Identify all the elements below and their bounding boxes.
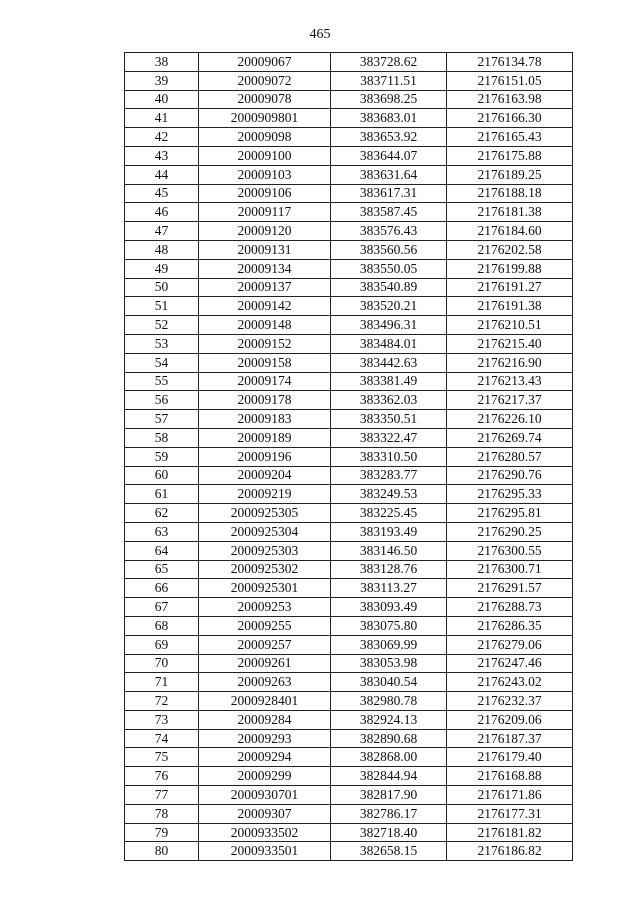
x-coordinate-cell: 383283.77 xyxy=(331,466,447,485)
x-coordinate-cell: 383225.45 xyxy=(331,504,447,523)
y-coordinate-cell: 2176215.40 xyxy=(447,334,573,353)
x-coordinate-cell: 383576.43 xyxy=(331,222,447,241)
table-row xyxy=(125,767,573,786)
row-index-cell: 60 xyxy=(125,466,199,485)
table-row xyxy=(125,240,573,259)
point-id-cell: 20009178 xyxy=(199,391,331,410)
x-coordinate-cell: 383069.99 xyxy=(331,635,447,654)
row-index-cell: 77 xyxy=(125,786,199,805)
table-row xyxy=(125,635,573,654)
x-coordinate-cell: 382658.15 xyxy=(331,842,447,861)
x-coordinate-cell: 383587.45 xyxy=(331,203,447,222)
x-coordinate-cell: 383617.31 xyxy=(331,184,447,203)
x-coordinate-cell: 383711.51 xyxy=(331,71,447,90)
row-index-cell: 41 xyxy=(125,109,199,128)
y-coordinate-cell: 2176295.81 xyxy=(447,504,573,523)
x-coordinate-cell: 383496.31 xyxy=(331,316,447,335)
table-row xyxy=(125,391,573,410)
x-coordinate-cell: 382890.68 xyxy=(331,729,447,748)
table-row xyxy=(125,504,573,523)
row-index-cell: 52 xyxy=(125,316,199,335)
point-id-cell: 20009117 xyxy=(199,203,331,222)
point-id-cell: 2000925302 xyxy=(199,560,331,579)
x-coordinate-cell: 383644.07 xyxy=(331,146,447,165)
y-coordinate-cell: 2176295.33 xyxy=(447,485,573,504)
row-index-cell: 55 xyxy=(125,372,199,391)
table-row xyxy=(125,541,573,560)
table-row xyxy=(125,278,573,297)
row-index-cell: 64 xyxy=(125,541,199,560)
point-id-cell: 20009067 xyxy=(199,53,331,72)
row-index-cell: 69 xyxy=(125,635,199,654)
row-index-cell: 78 xyxy=(125,804,199,823)
x-coordinate-cell: 383442.63 xyxy=(331,353,447,372)
y-coordinate-cell: 2176175.88 xyxy=(447,146,573,165)
row-index-cell: 62 xyxy=(125,504,199,523)
y-coordinate-cell: 2176217.37 xyxy=(447,391,573,410)
row-index-cell: 63 xyxy=(125,522,199,541)
y-coordinate-cell: 2176191.27 xyxy=(447,278,573,297)
y-coordinate-cell: 2176288.73 xyxy=(447,598,573,617)
table-row xyxy=(125,410,573,429)
y-coordinate-cell: 2176202.58 xyxy=(447,240,573,259)
point-id-cell: 2000925304 xyxy=(199,522,331,541)
table-row xyxy=(125,165,573,184)
point-id-cell: 20009120 xyxy=(199,222,331,241)
y-coordinate-cell: 2176300.55 xyxy=(447,541,573,560)
y-coordinate-cell: 2176189.25 xyxy=(447,165,573,184)
row-index-cell: 50 xyxy=(125,278,199,297)
y-coordinate-cell: 2176134.78 xyxy=(447,53,573,72)
row-index-cell: 57 xyxy=(125,410,199,429)
table-row xyxy=(125,334,573,353)
y-coordinate-cell: 2176243.02 xyxy=(447,673,573,692)
point-id-cell: 2000925305 xyxy=(199,504,331,523)
table-row xyxy=(125,128,573,147)
row-index-cell: 65 xyxy=(125,560,199,579)
point-id-cell: 20009142 xyxy=(199,297,331,316)
table-row xyxy=(125,316,573,335)
row-index-cell: 45 xyxy=(125,184,199,203)
y-coordinate-cell: 2176199.88 xyxy=(447,259,573,278)
table-row xyxy=(125,579,573,598)
x-coordinate-cell: 383728.62 xyxy=(331,53,447,72)
point-id-cell: 20009134 xyxy=(199,259,331,278)
table-row xyxy=(125,804,573,823)
point-id-cell: 20009219 xyxy=(199,485,331,504)
table-row xyxy=(125,616,573,635)
row-index-cell: 73 xyxy=(125,710,199,729)
table-row xyxy=(125,842,573,861)
row-index-cell: 44 xyxy=(125,165,199,184)
point-id-cell: 20009189 xyxy=(199,428,331,447)
y-coordinate-cell: 2176187.37 xyxy=(447,729,573,748)
y-coordinate-cell: 2176179.40 xyxy=(447,748,573,767)
row-index-cell: 42 xyxy=(125,128,199,147)
point-id-cell: 20009131 xyxy=(199,240,331,259)
y-coordinate-cell: 2176191.38 xyxy=(447,297,573,316)
y-coordinate-cell: 2176210.51 xyxy=(447,316,573,335)
y-coordinate-cell: 2176165.43 xyxy=(447,128,573,147)
point-id-cell: 20009253 xyxy=(199,598,331,617)
row-index-cell: 56 xyxy=(125,391,199,410)
row-index-cell: 54 xyxy=(125,353,199,372)
table-row xyxy=(125,748,573,767)
y-coordinate-cell: 2176151.05 xyxy=(447,71,573,90)
y-coordinate-cell: 2176213.43 xyxy=(447,372,573,391)
y-coordinate-cell: 2176168.88 xyxy=(447,767,573,786)
y-coordinate-cell: 2176186.82 xyxy=(447,842,573,861)
row-index-cell: 75 xyxy=(125,748,199,767)
point-id-cell: 2000933502 xyxy=(199,823,331,842)
x-coordinate-cell: 383550.05 xyxy=(331,259,447,278)
x-coordinate-cell: 383113.27 xyxy=(331,579,447,598)
table-row xyxy=(125,729,573,748)
x-coordinate-cell: 383053.98 xyxy=(331,654,447,673)
y-coordinate-cell: 2176226.10 xyxy=(447,410,573,429)
y-coordinate-cell: 2176280.57 xyxy=(447,447,573,466)
point-id-cell: 20009148 xyxy=(199,316,331,335)
row-index-cell: 58 xyxy=(125,428,199,447)
point-id-cell: 20009257 xyxy=(199,635,331,654)
point-id-cell: 20009098 xyxy=(199,128,331,147)
point-id-cell: 20009106 xyxy=(199,184,331,203)
row-index-cell: 59 xyxy=(125,447,199,466)
point-id-cell: 20009307 xyxy=(199,804,331,823)
x-coordinate-cell: 383653.92 xyxy=(331,128,447,147)
point-id-cell: 20009137 xyxy=(199,278,331,297)
table-row xyxy=(125,560,573,579)
y-coordinate-cell: 2176177.31 xyxy=(447,804,573,823)
table-row xyxy=(125,823,573,842)
row-index-cell: 76 xyxy=(125,767,199,786)
row-index-cell: 53 xyxy=(125,334,199,353)
point-id-cell: 20009294 xyxy=(199,748,331,767)
table-row xyxy=(125,673,573,692)
x-coordinate-cell: 383310.50 xyxy=(331,447,447,466)
y-coordinate-cell: 2176181.38 xyxy=(447,203,573,222)
table-row xyxy=(125,297,573,316)
table-row xyxy=(125,184,573,203)
point-id-cell: 2000933501 xyxy=(199,842,331,861)
point-id-cell: 2000930701 xyxy=(199,786,331,805)
row-index-cell: 38 xyxy=(125,53,199,72)
point-id-cell: 20009174 xyxy=(199,372,331,391)
table-row xyxy=(125,259,573,278)
x-coordinate-cell: 383683.01 xyxy=(331,109,447,128)
x-coordinate-cell: 383540.89 xyxy=(331,278,447,297)
x-coordinate-cell: 383193.49 xyxy=(331,522,447,541)
point-id-cell: 2000909801 xyxy=(199,109,331,128)
table-row xyxy=(125,710,573,729)
x-coordinate-cell: 383146.50 xyxy=(331,541,447,560)
x-coordinate-cell: 383631.64 xyxy=(331,165,447,184)
table-row xyxy=(125,53,573,72)
table-row xyxy=(125,90,573,109)
point-id-cell: 20009103 xyxy=(199,165,331,184)
table-row xyxy=(125,447,573,466)
row-index-cell: 79 xyxy=(125,823,199,842)
table-row xyxy=(125,353,573,372)
row-index-cell: 72 xyxy=(125,692,199,711)
x-coordinate-cell: 383128.76 xyxy=(331,560,447,579)
x-coordinate-cell: 383520.21 xyxy=(331,297,447,316)
row-index-cell: 46 xyxy=(125,203,199,222)
row-index-cell: 61 xyxy=(125,485,199,504)
x-coordinate-cell: 383093.49 xyxy=(331,598,447,617)
table-row xyxy=(125,522,573,541)
y-coordinate-cell: 2176290.25 xyxy=(447,522,573,541)
x-coordinate-cell: 383322.47 xyxy=(331,428,447,447)
table-row xyxy=(125,692,573,711)
x-coordinate-cell: 382980.78 xyxy=(331,692,447,711)
point-id-cell: 20009196 xyxy=(199,447,331,466)
x-coordinate-cell: 382924.13 xyxy=(331,710,447,729)
y-coordinate-cell: 2176247.46 xyxy=(447,654,573,673)
y-coordinate-cell: 2176232.37 xyxy=(447,692,573,711)
x-coordinate-cell: 382844.94 xyxy=(331,767,447,786)
x-coordinate-cell: 383698.25 xyxy=(331,90,447,109)
row-index-cell: 48 xyxy=(125,240,199,259)
row-index-cell: 49 xyxy=(125,259,199,278)
x-coordinate-cell: 383362.03 xyxy=(331,391,447,410)
x-coordinate-cell: 382868.00 xyxy=(331,748,447,767)
row-index-cell: 43 xyxy=(125,146,199,165)
row-index-cell: 67 xyxy=(125,598,199,617)
y-coordinate-cell: 2176166.30 xyxy=(447,109,573,128)
table-row xyxy=(125,146,573,165)
x-coordinate-cell: 383381.49 xyxy=(331,372,447,391)
y-coordinate-cell: 2176269.74 xyxy=(447,428,573,447)
point-id-cell: 20009152 xyxy=(199,334,331,353)
point-id-cell: 2000925301 xyxy=(199,579,331,598)
point-id-cell: 20009293 xyxy=(199,729,331,748)
point-id-cell: 20009261 xyxy=(199,654,331,673)
row-index-cell: 39 xyxy=(125,71,199,90)
table-row xyxy=(125,786,573,805)
point-id-cell: 20009078 xyxy=(199,90,331,109)
row-index-cell: 70 xyxy=(125,654,199,673)
point-id-cell: 20009255 xyxy=(199,616,331,635)
y-coordinate-cell: 2176163.98 xyxy=(447,90,573,109)
table-row xyxy=(125,109,573,128)
point-id-cell: 2000925303 xyxy=(199,541,331,560)
x-coordinate-cell: 383484.01 xyxy=(331,334,447,353)
y-coordinate-cell: 2176181.82 xyxy=(447,823,573,842)
point-id-cell: 20009284 xyxy=(199,710,331,729)
point-id-cell: 20009158 xyxy=(199,353,331,372)
row-index-cell: 71 xyxy=(125,673,199,692)
x-coordinate-cell: 383560.56 xyxy=(331,240,447,259)
x-coordinate-cell: 383040.54 xyxy=(331,673,447,692)
y-coordinate-cell: 2176171.86 xyxy=(447,786,573,805)
point-id-cell: 2000928401 xyxy=(199,692,331,711)
point-id-cell: 20009299 xyxy=(199,767,331,786)
table-row xyxy=(125,485,573,504)
x-coordinate-cell: 382817.90 xyxy=(331,786,447,805)
y-coordinate-cell: 2176291.57 xyxy=(447,579,573,598)
table-row xyxy=(125,466,573,485)
page-number: 465 xyxy=(309,27,331,42)
x-coordinate-cell: 383350.51 xyxy=(331,410,447,429)
point-id-cell: 20009183 xyxy=(199,410,331,429)
x-coordinate-cell: 382786.17 xyxy=(331,804,447,823)
y-coordinate-cell: 2176188.18 xyxy=(447,184,573,203)
y-coordinate-cell: 2176300.71 xyxy=(447,560,573,579)
row-index-cell: 80 xyxy=(125,842,199,861)
point-id-cell: 20009204 xyxy=(199,466,331,485)
table-row xyxy=(125,203,573,222)
table-row xyxy=(125,428,573,447)
x-coordinate-cell: 383249.53 xyxy=(331,485,447,504)
row-index-cell: 68 xyxy=(125,616,199,635)
row-index-cell: 74 xyxy=(125,729,199,748)
table-row xyxy=(125,372,573,391)
row-index-cell: 47 xyxy=(125,222,199,241)
row-index-cell: 40 xyxy=(125,90,199,109)
table-row xyxy=(125,71,573,90)
y-coordinate-cell: 2176286.35 xyxy=(447,616,573,635)
y-coordinate-cell: 2176216.90 xyxy=(447,353,573,372)
y-coordinate-cell: 2176184.60 xyxy=(447,222,573,241)
point-id-cell: 20009072 xyxy=(199,71,331,90)
coordinates-table xyxy=(124,52,573,861)
row-index-cell: 51 xyxy=(125,297,199,316)
point-id-cell: 20009100 xyxy=(199,146,331,165)
y-coordinate-cell: 2176209.06 xyxy=(447,710,573,729)
y-coordinate-cell: 2176279.06 xyxy=(447,635,573,654)
x-coordinate-cell: 382718.40 xyxy=(331,823,447,842)
table-row xyxy=(125,598,573,617)
y-coordinate-cell: 2176290.76 xyxy=(447,466,573,485)
table-row xyxy=(125,222,573,241)
table-body xyxy=(125,53,573,861)
point-id-cell: 20009263 xyxy=(199,673,331,692)
table-row xyxy=(125,654,573,673)
row-index-cell: 66 xyxy=(125,579,199,598)
x-coordinate-cell: 383075.80 xyxy=(331,616,447,635)
